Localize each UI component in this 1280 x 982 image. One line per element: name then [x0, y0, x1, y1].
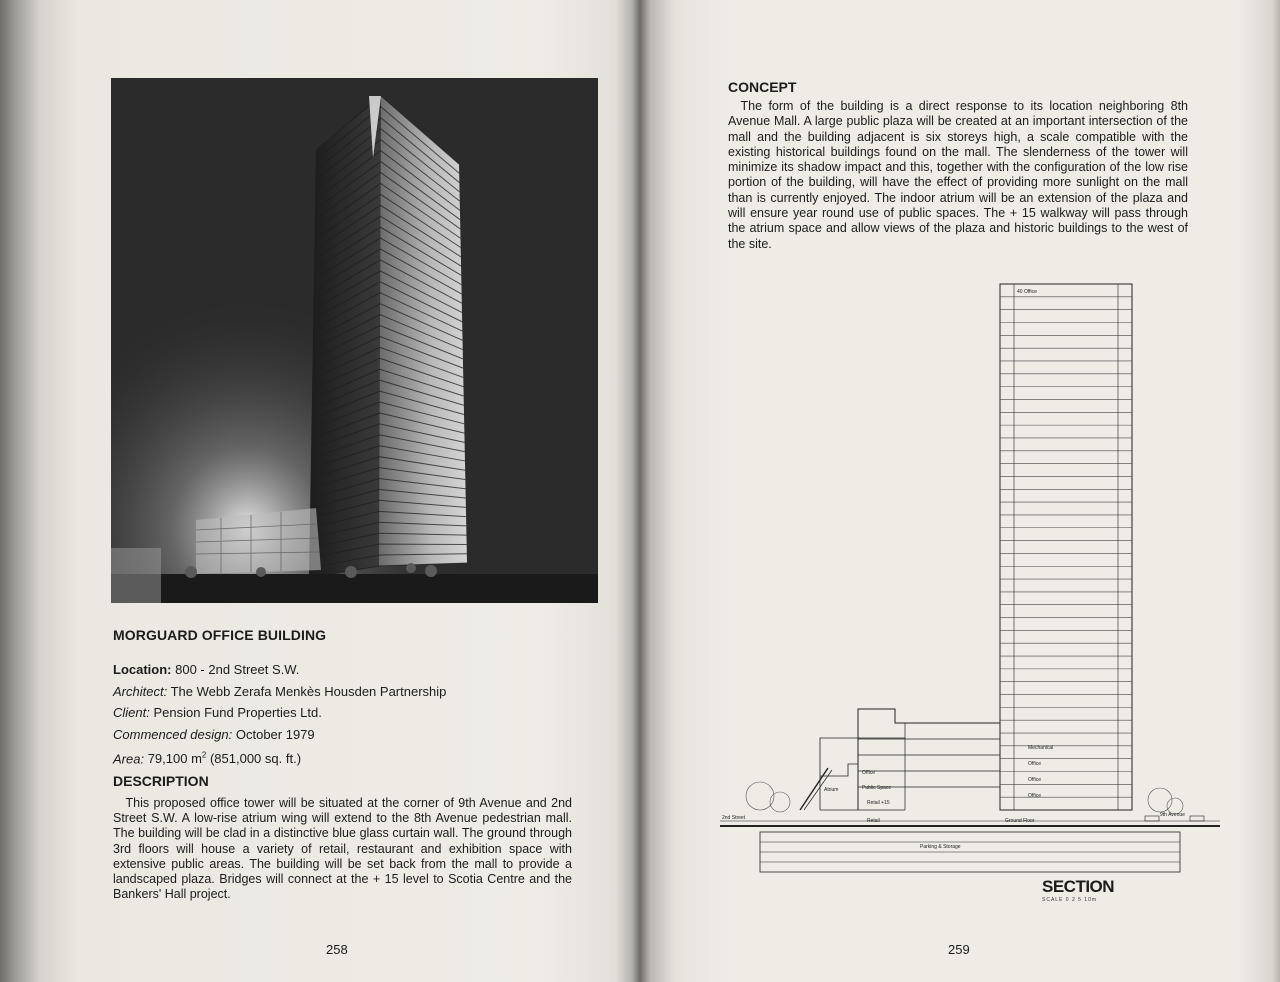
building-title: MORGUARD OFFICE BUILDING: [113, 627, 327, 643]
client-label: Client:: [113, 705, 150, 720]
area-value-suffix: (851,000 sq. ft.): [206, 751, 302, 767]
tower-photo-illustration: [111, 78, 598, 603]
label-public-space: Public Space: [862, 785, 892, 791]
label-office-5: Office: [1028, 761, 1041, 767]
label-retail: Retail: [867, 818, 880, 824]
label-parking: Parking & Storage: [920, 844, 961, 850]
location-row: [113, 659, 593, 681]
building-section-drawing: [720, 276, 1220, 876]
description-body: This proposed office tower will be situated at the corner of 9th Avenue and 2nd Street S.W. A low-rise atrium wing will extend to the 8th Avenue pedestrian mall. The building will be clad in a distinctive blue glass curtain wall. The ground through 3rd floors will house a variety of retail, restaurant and exhibition space with extensive public areas. The building will be set back from the mall to provide a landscaped plaza. Bridges will connect at the + 15 level to Scotia Centre and the Bankers' Hall project.: [113, 796, 572, 902]
label-retail-15: Retail +15: [867, 800, 890, 806]
description-text: [113, 796, 572, 902]
description-heading: DESCRIPTION: [113, 773, 209, 789]
client-value: Pension Fund Properties Ltd.: [153, 705, 322, 720]
commenced-row: [113, 724, 593, 746]
architect-value: The Webb Zerafa Menkès Housden Partnership: [170, 683, 447, 699]
client-row: [113, 702, 593, 724]
concept-heading: CONCEPT: [728, 79, 797, 95]
building-model-photo: [111, 78, 598, 603]
label-9th-avenue: 9th Avenue: [1160, 812, 1185, 818]
concept-body: The form of the building is a direct response to its location neighboring 8th Avenue Mall. A large public plaza will be created at an important intersection of the mall and the building adjacent is six storeys high, a scale compatible with the existing historical buildings found on the mall. The slenderness of the tower will minimize its shadow impact and this, together with the configuration of the low rise portion of the building, will have the effect of providing more sunlight on the mall than is currently enjoyed. The indoor atrium will be an extension of the plaza and will ensure year round use of public spaces. The + 15 walkway will pass through the atrium space and allow views of the plaza and historic buildings to the west of the site.: [728, 99, 1188, 251]
commenced-label: Commenced design:: [113, 726, 233, 742]
right-page: [640, 0, 1280, 982]
commenced-value: October 1979: [235, 726, 315, 742]
label-mechanical: Mechanical: [1028, 745, 1054, 751]
area-value: [148, 751, 301, 766]
section-scale: SCALE 0 2 5 10m: [1042, 897, 1098, 903]
label-office-podium: Office: [862, 770, 875, 776]
page-number-left: 258: [326, 942, 348, 957]
page-number-right: 259: [948, 942, 970, 957]
label-office-3: Office: [1028, 793, 1041, 799]
architect-row: [113, 681, 593, 703]
concept-text: [728, 99, 1188, 252]
label-atrium: Atrium: [824, 787, 839, 793]
label-2nd-street: 2nd Street: [722, 815, 746, 821]
area-value-sup: 2: [201, 751, 207, 760]
architect-label: Architect:: [113, 683, 168, 699]
section-title: SECTION: [1042, 877, 1115, 896]
area-value-prefix: 79,100 m: [147, 751, 202, 767]
label-office-4: Office: [1028, 777, 1041, 783]
location-label: Location:: [113, 662, 172, 677]
label-ground-floor: Ground Floor: [1005, 818, 1035, 824]
project-details: [113, 659, 593, 770]
area-label: Area:: [113, 751, 145, 767]
label-floor-40: 40 Office: [1017, 289, 1037, 295]
area-row: [113, 745, 593, 770]
location-value: 800 - 2nd Street S.W.: [175, 662, 300, 677]
tower-outline: [1000, 284, 1132, 810]
